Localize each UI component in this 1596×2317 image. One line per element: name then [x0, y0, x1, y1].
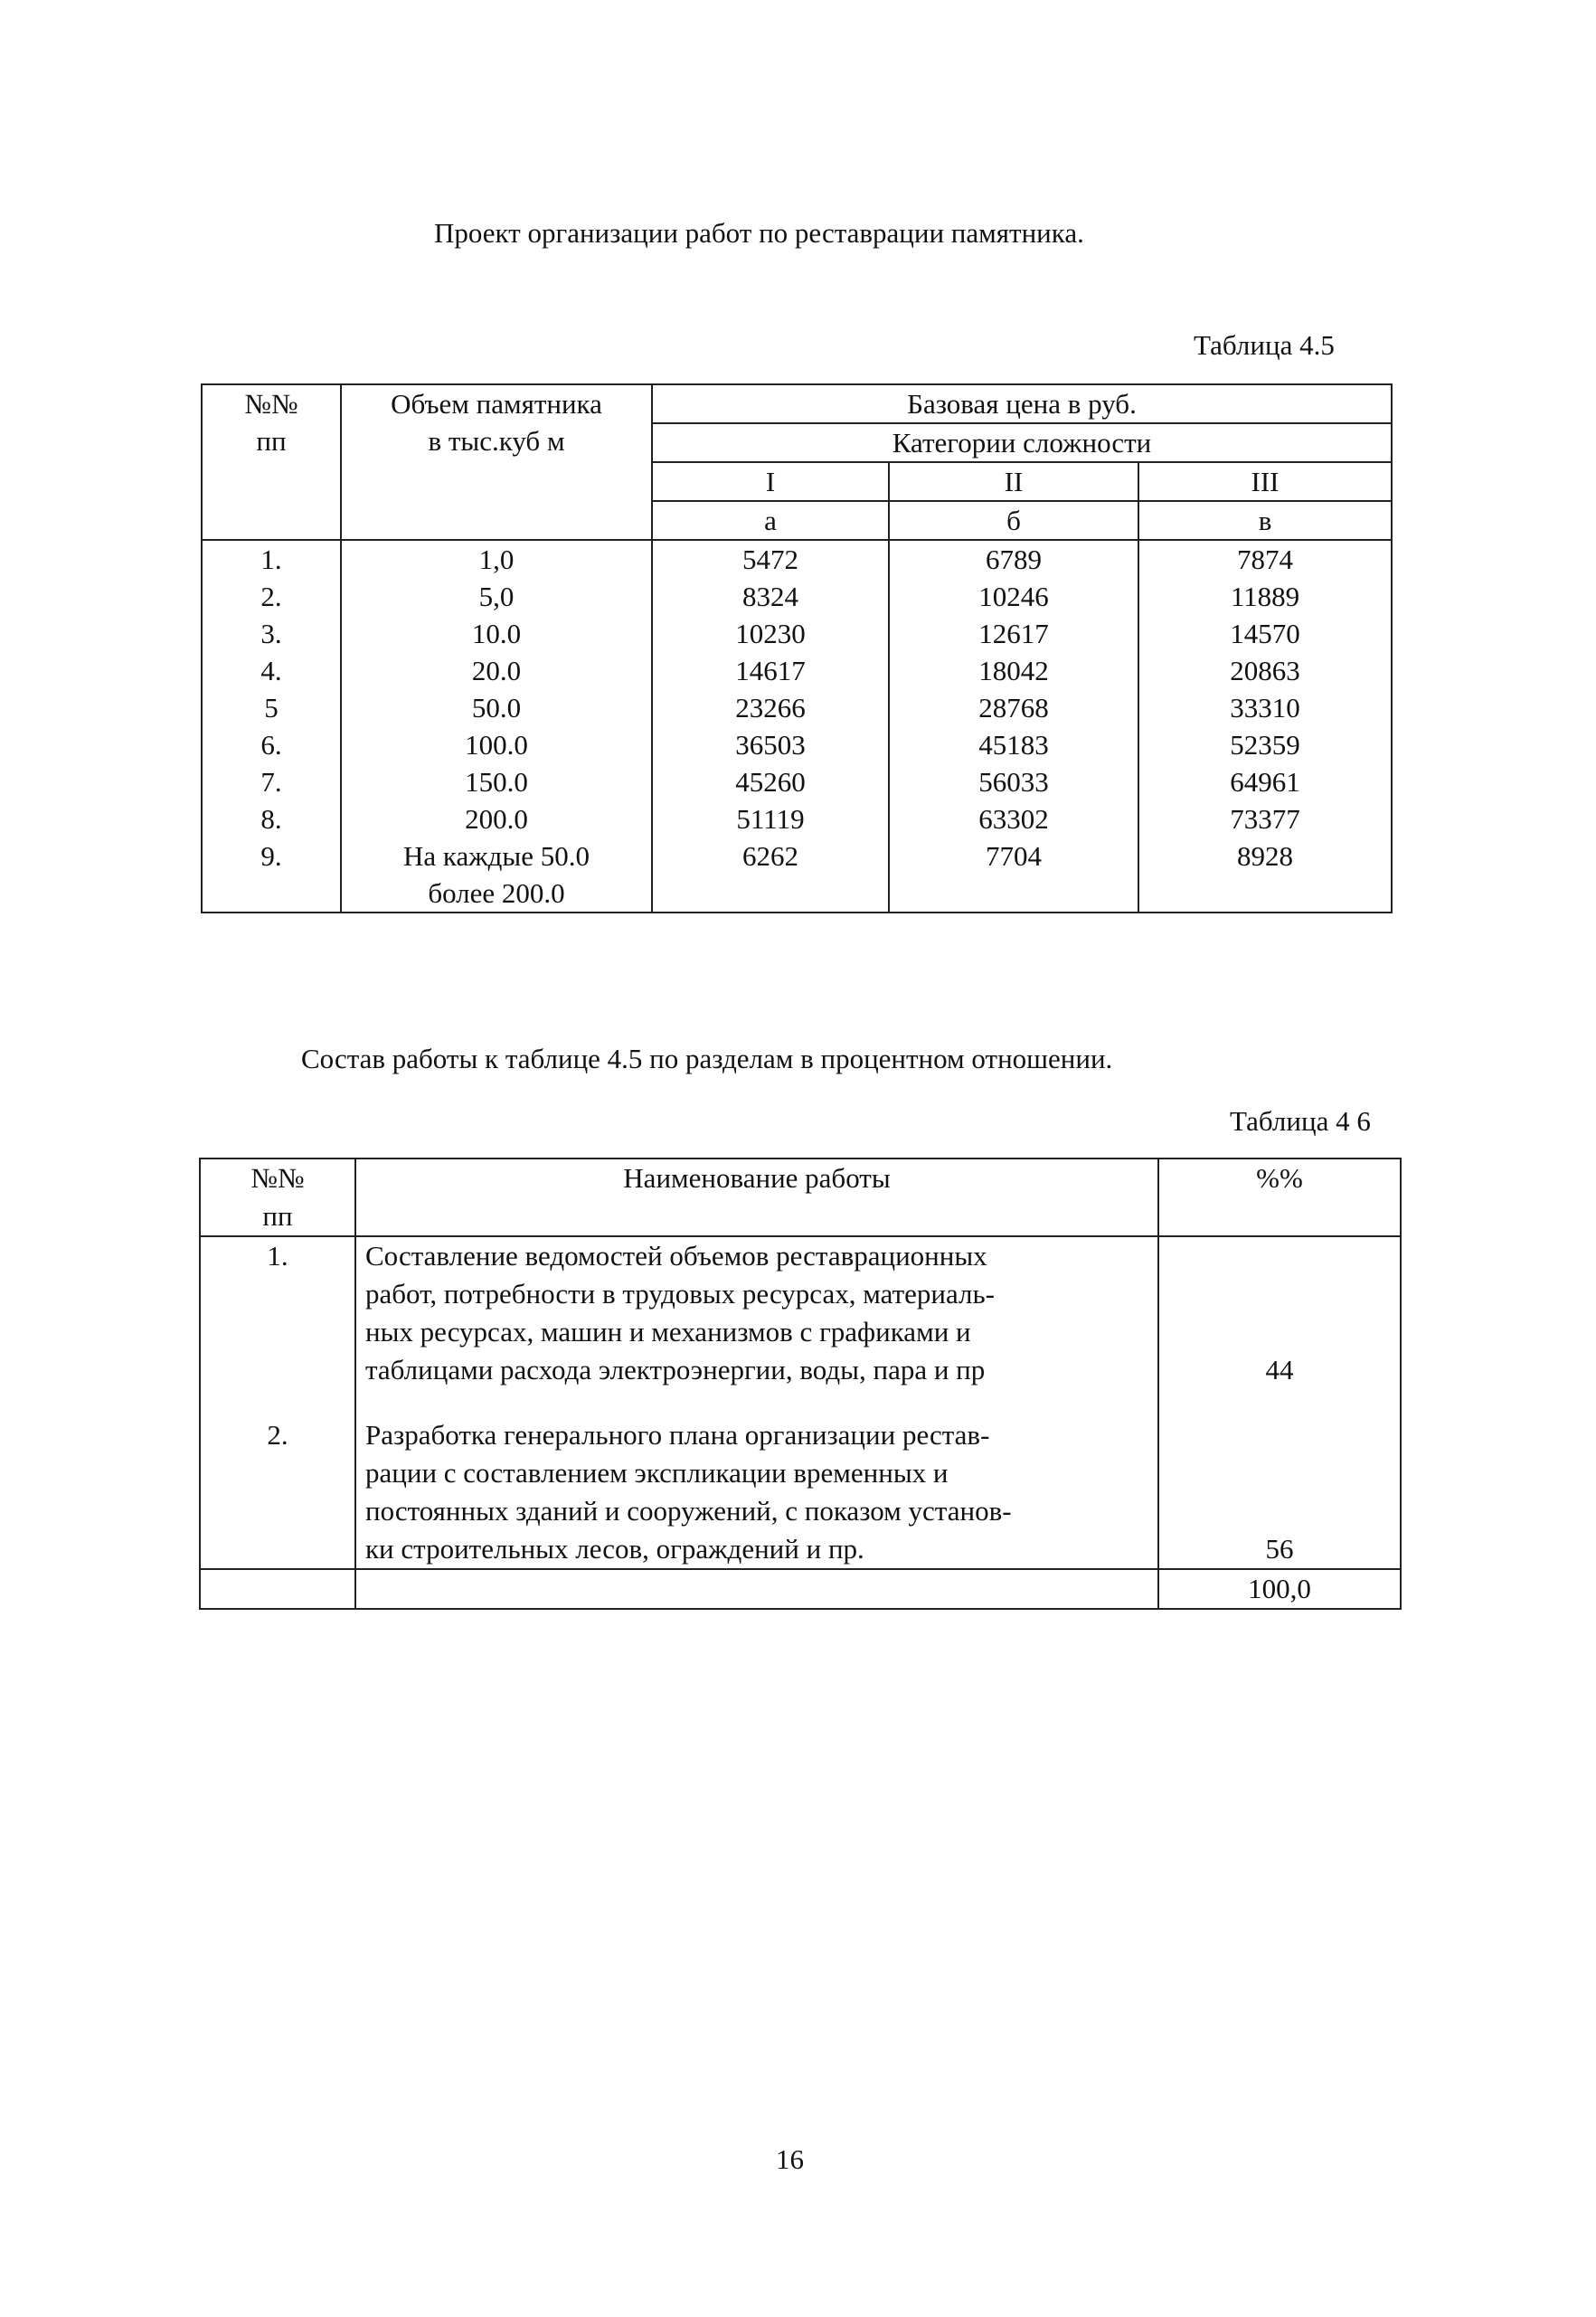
row-num: 2. — [200, 1389, 355, 1569]
header-volume — [341, 384, 652, 540]
header-letter-c: в — [1138, 501, 1392, 540]
header-letter-b: б — [889, 501, 1138, 540]
row-num: 9. — [202, 837, 341, 913]
work-line: работ, потребности в трудовых ресурсах, материаль- — [365, 1278, 995, 1310]
header-price: Базовая цена в руб. — [652, 384, 1392, 423]
row-price-b: 18042 — [889, 652, 1138, 689]
row-volume: 10.0 — [341, 615, 652, 652]
row-price-c: 11889 — [1138, 578, 1392, 615]
row-volume: 5,0 — [341, 578, 652, 615]
header-cat-1: I — [652, 462, 889, 501]
row-volume — [341, 837, 652, 913]
table-row — [202, 615, 1392, 652]
header-letter-a: а — [652, 501, 889, 540]
row-num: 4. — [202, 652, 341, 689]
table-row — [202, 837, 1392, 913]
row-volume: 200.0 — [341, 800, 652, 837]
row-price-b: 6789 — [889, 540, 1138, 578]
table-row — [202, 800, 1392, 837]
table-4-5 — [201, 383, 1393, 913]
header-num — [202, 384, 341, 540]
work-line: таблицами расхода электроэнергии, воды, пара и пр — [365, 1354, 986, 1385]
row-price-c: 64961 — [1138, 763, 1392, 800]
table-row — [202, 726, 1392, 763]
row-price-c: 8928 — [1138, 837, 1392, 913]
header-volume-line1: Объем памятника — [391, 388, 602, 420]
row-volume: 20.0 — [341, 652, 652, 689]
row-num: 3. — [202, 615, 341, 652]
row-volume: 150.0 — [341, 763, 652, 800]
row-work-name — [355, 1389, 1158, 1569]
row-price-c: 33310 — [1138, 689, 1392, 726]
header-num-line1: №№ — [250, 1162, 305, 1194]
row-volume-line1: На каждые 50.0 — [402, 840, 590, 872]
row-price-b: 12617 — [889, 615, 1138, 652]
page-number: 16 — [776, 2143, 804, 2175]
table-4-6 — [199, 1158, 1402, 1610]
work-line: постоянных зданий и сооружений, с показом установ- — [365, 1495, 1012, 1527]
heading-project: Проект организации работ по реставрации памятника. — [434, 217, 1084, 249]
row-price-a: 10230 — [652, 615, 889, 652]
table-row — [202, 652, 1392, 689]
row-num: 8. — [202, 800, 341, 837]
total-percent: 100,0 — [1158, 1569, 1401, 1609]
row-price-a: 5472 — [652, 540, 889, 578]
header-work-name: Наименование работы — [355, 1158, 1158, 1236]
row-price-b: 7704 — [889, 837, 1138, 913]
row-volume: 100.0 — [341, 726, 652, 763]
row-volume: 50.0 — [341, 689, 652, 726]
table-4-5-caption: Таблица 4.5 — [1194, 329, 1335, 361]
row-price-b: 63302 — [889, 800, 1138, 837]
table-total-row — [200, 1569, 1401, 1609]
row-price-a: 51119 — [652, 800, 889, 837]
work-line: ки строительных лесов, ограждений и пр. — [365, 1533, 864, 1565]
header-categories: Категории сложности — [652, 423, 1392, 462]
total-empty-num — [200, 1569, 355, 1609]
row-volume: 1,0 — [341, 540, 652, 578]
row-price-a: 23266 — [652, 689, 889, 726]
header-num-line1: №№ — [244, 388, 298, 420]
work-line: рации с составлением экспликации временных и — [365, 1457, 949, 1489]
row-price-b: 10246 — [889, 578, 1138, 615]
table-row — [202, 540, 1392, 578]
row-price-a: 8324 — [652, 578, 889, 615]
table-row — [202, 763, 1392, 800]
work-line: ных ресурсах, машин и механизмов с графиками и — [365, 1316, 971, 1348]
row-price-a: 45260 — [652, 763, 889, 800]
row-price-b: 28768 — [889, 689, 1138, 726]
row-price-c: 7874 — [1138, 540, 1392, 578]
row-num: 6. — [202, 726, 341, 763]
header-volume-line2: в тыс.куб м — [428, 425, 565, 457]
heading-composition: Состав работы к таблице 4.5 по разделам в процентном отношении. — [301, 1043, 1113, 1074]
header-cat-3: III — [1138, 462, 1392, 501]
table-4-6-caption: Таблица 4 6 — [1230, 1105, 1371, 1137]
row-price-a: 36503 — [652, 726, 889, 763]
header-num — [200, 1158, 355, 1236]
row-work-name — [355, 1236, 1158, 1389]
header-percent: %% — [1158, 1158, 1401, 1236]
header-num-line2: пп — [262, 1200, 293, 1232]
row-price-a: 14617 — [652, 652, 889, 689]
table-row — [202, 689, 1392, 726]
table-row — [200, 1389, 1401, 1569]
row-price-b: 45183 — [889, 726, 1138, 763]
row-price-b: 56033 — [889, 763, 1138, 800]
row-num: 2. — [202, 578, 341, 615]
row-price-c: 14570 — [1138, 615, 1392, 652]
row-price-c: 73377 — [1138, 800, 1392, 837]
work-line: Составление ведомостей объемов реставрационных — [365, 1240, 987, 1272]
row-num: 1. — [202, 540, 341, 578]
row-price-c: 20863 — [1138, 652, 1392, 689]
row-price-a: 6262 — [652, 837, 889, 913]
header-num-line2: пп — [256, 425, 287, 457]
total-empty-name — [355, 1569, 1158, 1609]
table-row — [202, 578, 1392, 615]
table-row — [200, 1236, 1401, 1389]
work-line: Разработка генерального плана организации рестав- — [365, 1419, 990, 1451]
row-volume-line2: более 200.0 — [428, 877, 565, 909]
row-price-c: 52359 — [1138, 726, 1392, 763]
row-percent: 44 — [1158, 1236, 1401, 1389]
header-cat-2: II — [889, 462, 1138, 501]
row-percent: 56 — [1158, 1389, 1401, 1569]
row-num: 7. — [202, 763, 341, 800]
row-num: 5 — [202, 689, 341, 726]
row-num: 1. — [200, 1236, 355, 1389]
